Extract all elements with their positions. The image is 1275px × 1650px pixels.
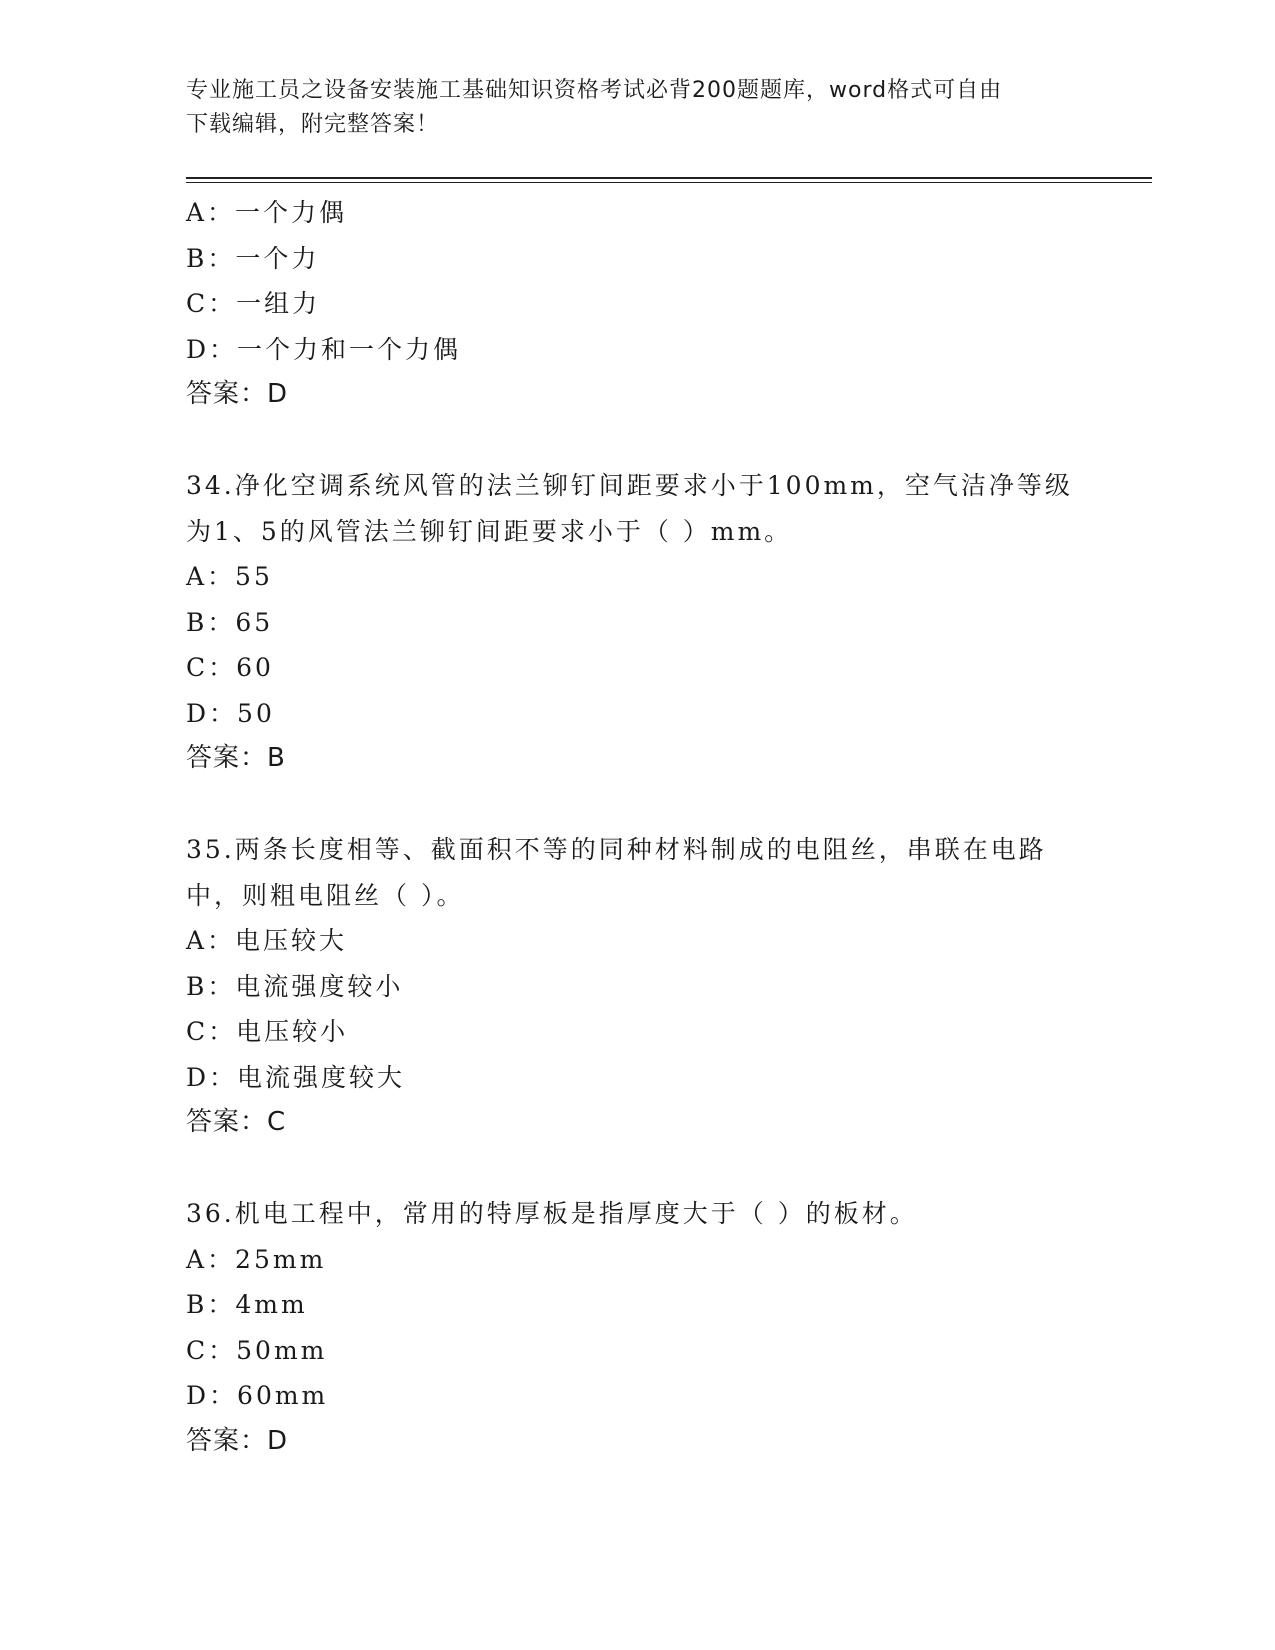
question-stem-line-1: 34.净化空调系统风管的法兰铆钉间距要求小于100mm，空气洁净等级 xyxy=(186,471,1073,500)
header-line-1: 专业施工员之设备安装施工基础知识资格考试必背200题题库，word格式可自由 xyxy=(186,78,1003,103)
option-d: D：50 xyxy=(186,698,275,728)
option-a: A：电压较大 xyxy=(186,926,348,955)
question-spacer xyxy=(186,782,1086,828)
option-a: A：25mm xyxy=(186,1244,327,1274)
question-stem-line-1: 35.两条长度相等、截面积不等的同种材料制成的电阻丝，串联在电路 xyxy=(186,835,1047,864)
option-d: D：电流强度较大 xyxy=(186,1062,406,1092)
answer-line: 答案：D xyxy=(186,1425,289,1456)
question-34 xyxy=(186,463,1086,782)
option-a: A：55 xyxy=(186,562,273,591)
header-divider xyxy=(186,177,1152,183)
question-33-options xyxy=(186,190,1086,418)
option-b: B：4mm xyxy=(186,1290,308,1319)
option-b: B：一个力 xyxy=(186,243,320,273)
question-stem-line-1: 36.机电工程中，常用的特厚板是指厚度大于（ ）的板材。 xyxy=(186,1199,918,1228)
option-c: C：一组力 xyxy=(186,289,321,318)
header-line-2: 下载编辑，附完整答案！ xyxy=(186,112,440,137)
question-36 xyxy=(186,1191,1086,1464)
option-b: B：电流强度较小 xyxy=(186,971,404,1001)
option-b: B：65 xyxy=(186,607,274,637)
option-c: C：60 xyxy=(186,653,274,682)
option-d: D：一个力和一个力偶 xyxy=(186,334,462,364)
option-c: C：50mm xyxy=(186,1335,328,1365)
document-header xyxy=(186,74,1066,142)
answer-line: 答案：C xyxy=(186,1107,287,1137)
option-c: C：电压较小 xyxy=(186,1017,349,1046)
question-stem-line-2: 中，则粗电阻丝（ ）。 xyxy=(186,880,465,910)
option-d: D：60mm xyxy=(186,1381,329,1410)
question-stem-line-2: 为1、5的风管法兰铆钉间距要求小于（ ）mm。 xyxy=(186,516,793,546)
answer-line: 答案：B xyxy=(186,743,286,773)
question-35 xyxy=(186,827,1086,1146)
option-a: A：一个力偶 xyxy=(186,198,348,227)
question-spacer xyxy=(186,418,1086,464)
question-spacer xyxy=(186,1146,1086,1192)
answer-line: 答案：D xyxy=(186,379,289,409)
question-list xyxy=(186,190,1086,1464)
